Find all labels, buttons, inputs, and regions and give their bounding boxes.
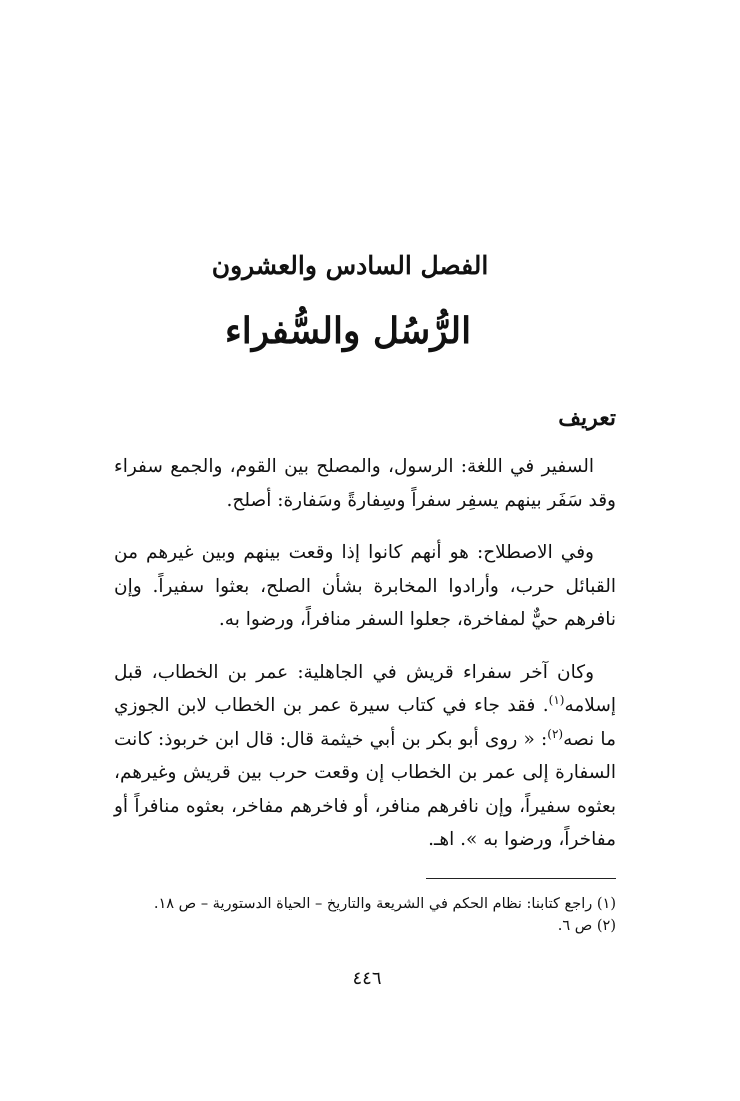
body-text [114, 450, 616, 857]
paragraph-3-part-2: . فقد جاء في كتاب سيرة عمر بن الخطاب لابن الجوزي ما نصه [114, 695, 616, 750]
paragraph-3 [114, 656, 616, 857]
paragraph-3-part-1: وكان آخر سفراء قريش في الجاهلية: عمر بن الخطاب، قبل إسلامه [114, 661, 616, 716]
footnote-ref-1[interactable]: (١) [548, 692, 565, 707]
footnote-2: (٢) ص ٦. [557, 918, 616, 934]
page-number: ٤٤٦ [352, 968, 382, 989]
chapter-title: الرُّسُل والسُّفراء [224, 310, 472, 352]
section-heading: تعريف [558, 405, 616, 431]
paragraph-3-part-3: : « روى أبو بكر بن أبي خيثمة قال: قال ابن خربوذ: كانت السفارة إلى عمر بن الخطاب إن وقعت حرب بين قريش وغيرهم، بعثوه سفيراً، وإن نافرهم منافر، أو فاخرهم مفاخر، بعثوه منافراً أو مفاخراً، ورضوا به ». اهـ. [114, 728, 616, 850]
chapter-label: الفصل السادس والعشرون [211, 251, 489, 280]
footnote-divider [426, 878, 616, 879]
footnote-ref-2[interactable]: (٢) [547, 726, 564, 741]
footnotes [114, 893, 616, 937]
footnote-1: (١) راجع كتابنا: نظام الحكم في الشريعة والتاريخ – الحياة الدستورية – ص ١٨. [153, 896, 616, 912]
paragraph-1: السفير في اللغة: الرسول، والمصلح بين القوم، والجمع سفراء وقد سَفَر بينهم يسفِر سفراً وسِفارةً وسَفارة: أصلح. [114, 456, 616, 511]
paragraph-2: وفي الاصطلاح: هو أنهم كانوا إذا وقعت بينهم وبين غيرهم من القبائل حرب، وأرادوا المخابرة بشأن الصلح، بعثوا سفيراً. وإن نافرهم حيٌّ لمفاخرة، جعلوا السفر منافراً، ورضوا به. [114, 542, 616, 630]
